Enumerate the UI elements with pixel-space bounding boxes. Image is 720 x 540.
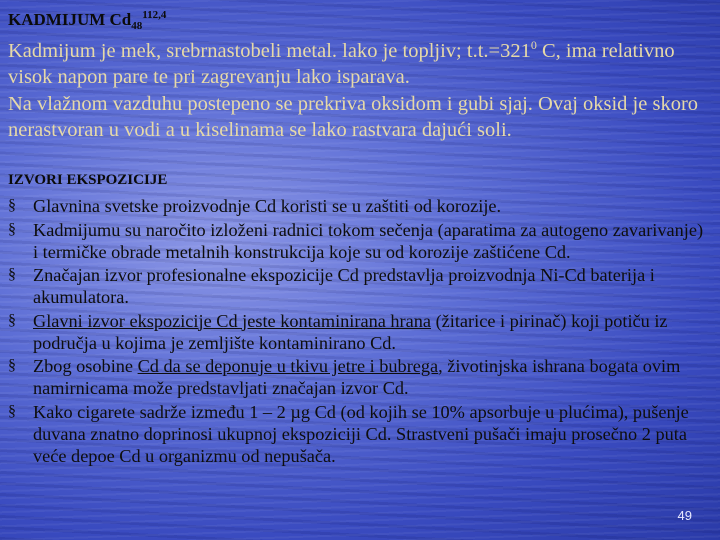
list-item-text: Kadmijumu su naročito izloženi radnici tokom sečenja (aparatima za autogeno zavarivanje) i termičke obrade metalnih konstrukcija koje su od korozije zaštićene Cd. (33, 219, 704, 262)
list-item (8, 355, 704, 399)
intro-text (8, 32, 708, 144)
bullet-marker-icon: § (8, 402, 16, 420)
list-item-text: Značajan izvor profesionalne ekspozicije Cd predstavlja proizvodnja Ni-Cd baterija i akumulatora. (33, 265, 655, 307)
bullet-list (8, 195, 704, 468)
page-number: 49 (677, 508, 692, 523)
list-item-text: Glavnina svetske proizvodnje Cd koristi se u zaštiti od korozije. (33, 196, 502, 216)
intro-p1-text: Kadmijum je mek, srebrnastobeli metal. lako je topljiv; t.t.=321 (8, 40, 531, 62)
bullet-marker-icon: § (8, 311, 16, 329)
underlined-text: Cd da se deponuje u tkivu jetre i bubrega (137, 356, 439, 376)
intro-p1-text-end: C, ima relativno visok napon pare te pri zagrevanju lako isparava. (8, 40, 675, 89)
list-item-text: Zbog osobine (33, 356, 138, 376)
underlined-text: Glavni izvor ekspozicije Cd jeste kontaminirana hrana (33, 310, 431, 331)
list-item (8, 264, 704, 308)
title-text: KADMIJUM Cd (8, 10, 132, 29)
bullet-marker-icon: § (8, 357, 16, 374)
atomic-number: 48 (131, 20, 143, 32)
list-item (8, 195, 704, 217)
list-item (8, 401, 704, 467)
intro-paragraph-1 (8, 32, 708, 91)
list-item-text: Kako cigarete sadrže između 1 – 2 µg Cd (od kojih se 10% apsorbuje u plućima), pušenje duvana znatno doprinosi ukupnoj ekspoziciji Cd. Strastveni pušači imaju prosečno 2 puta veće depoe Cd u organizmu od nepušača. (33, 401, 689, 466)
bullet-marker-icon: § (8, 266, 16, 283)
list-item-text: (žitarice i pirinač) koji potiču iz područja u kojima je zemljište kontaminirano Cd. (33, 310, 668, 353)
list-item (8, 310, 704, 354)
bullet-marker-icon: § (8, 197, 16, 214)
list-item-text-end: , životinjska ishrana bogata ovim namirnicama može predstavljati značajan izvor Cd. (33, 356, 681, 398)
intro-paragraph-2: Na vlažnom vazduhu postepeno se prekriva oksidom i gubi sjaj. Ovaj oksid je skoro nerastvoran u vodi a u kiselinama se lako rastvara dajući soli. (8, 92, 699, 142)
section-heading: IZVORI EKSPOZICIJE (8, 172, 168, 188)
list-item (8, 219, 704, 263)
bullet-marker-icon: § (8, 220, 16, 238)
atomic-mass: 112,4 (142, 9, 167, 21)
degree-superscript: 0 (530, 38, 537, 52)
